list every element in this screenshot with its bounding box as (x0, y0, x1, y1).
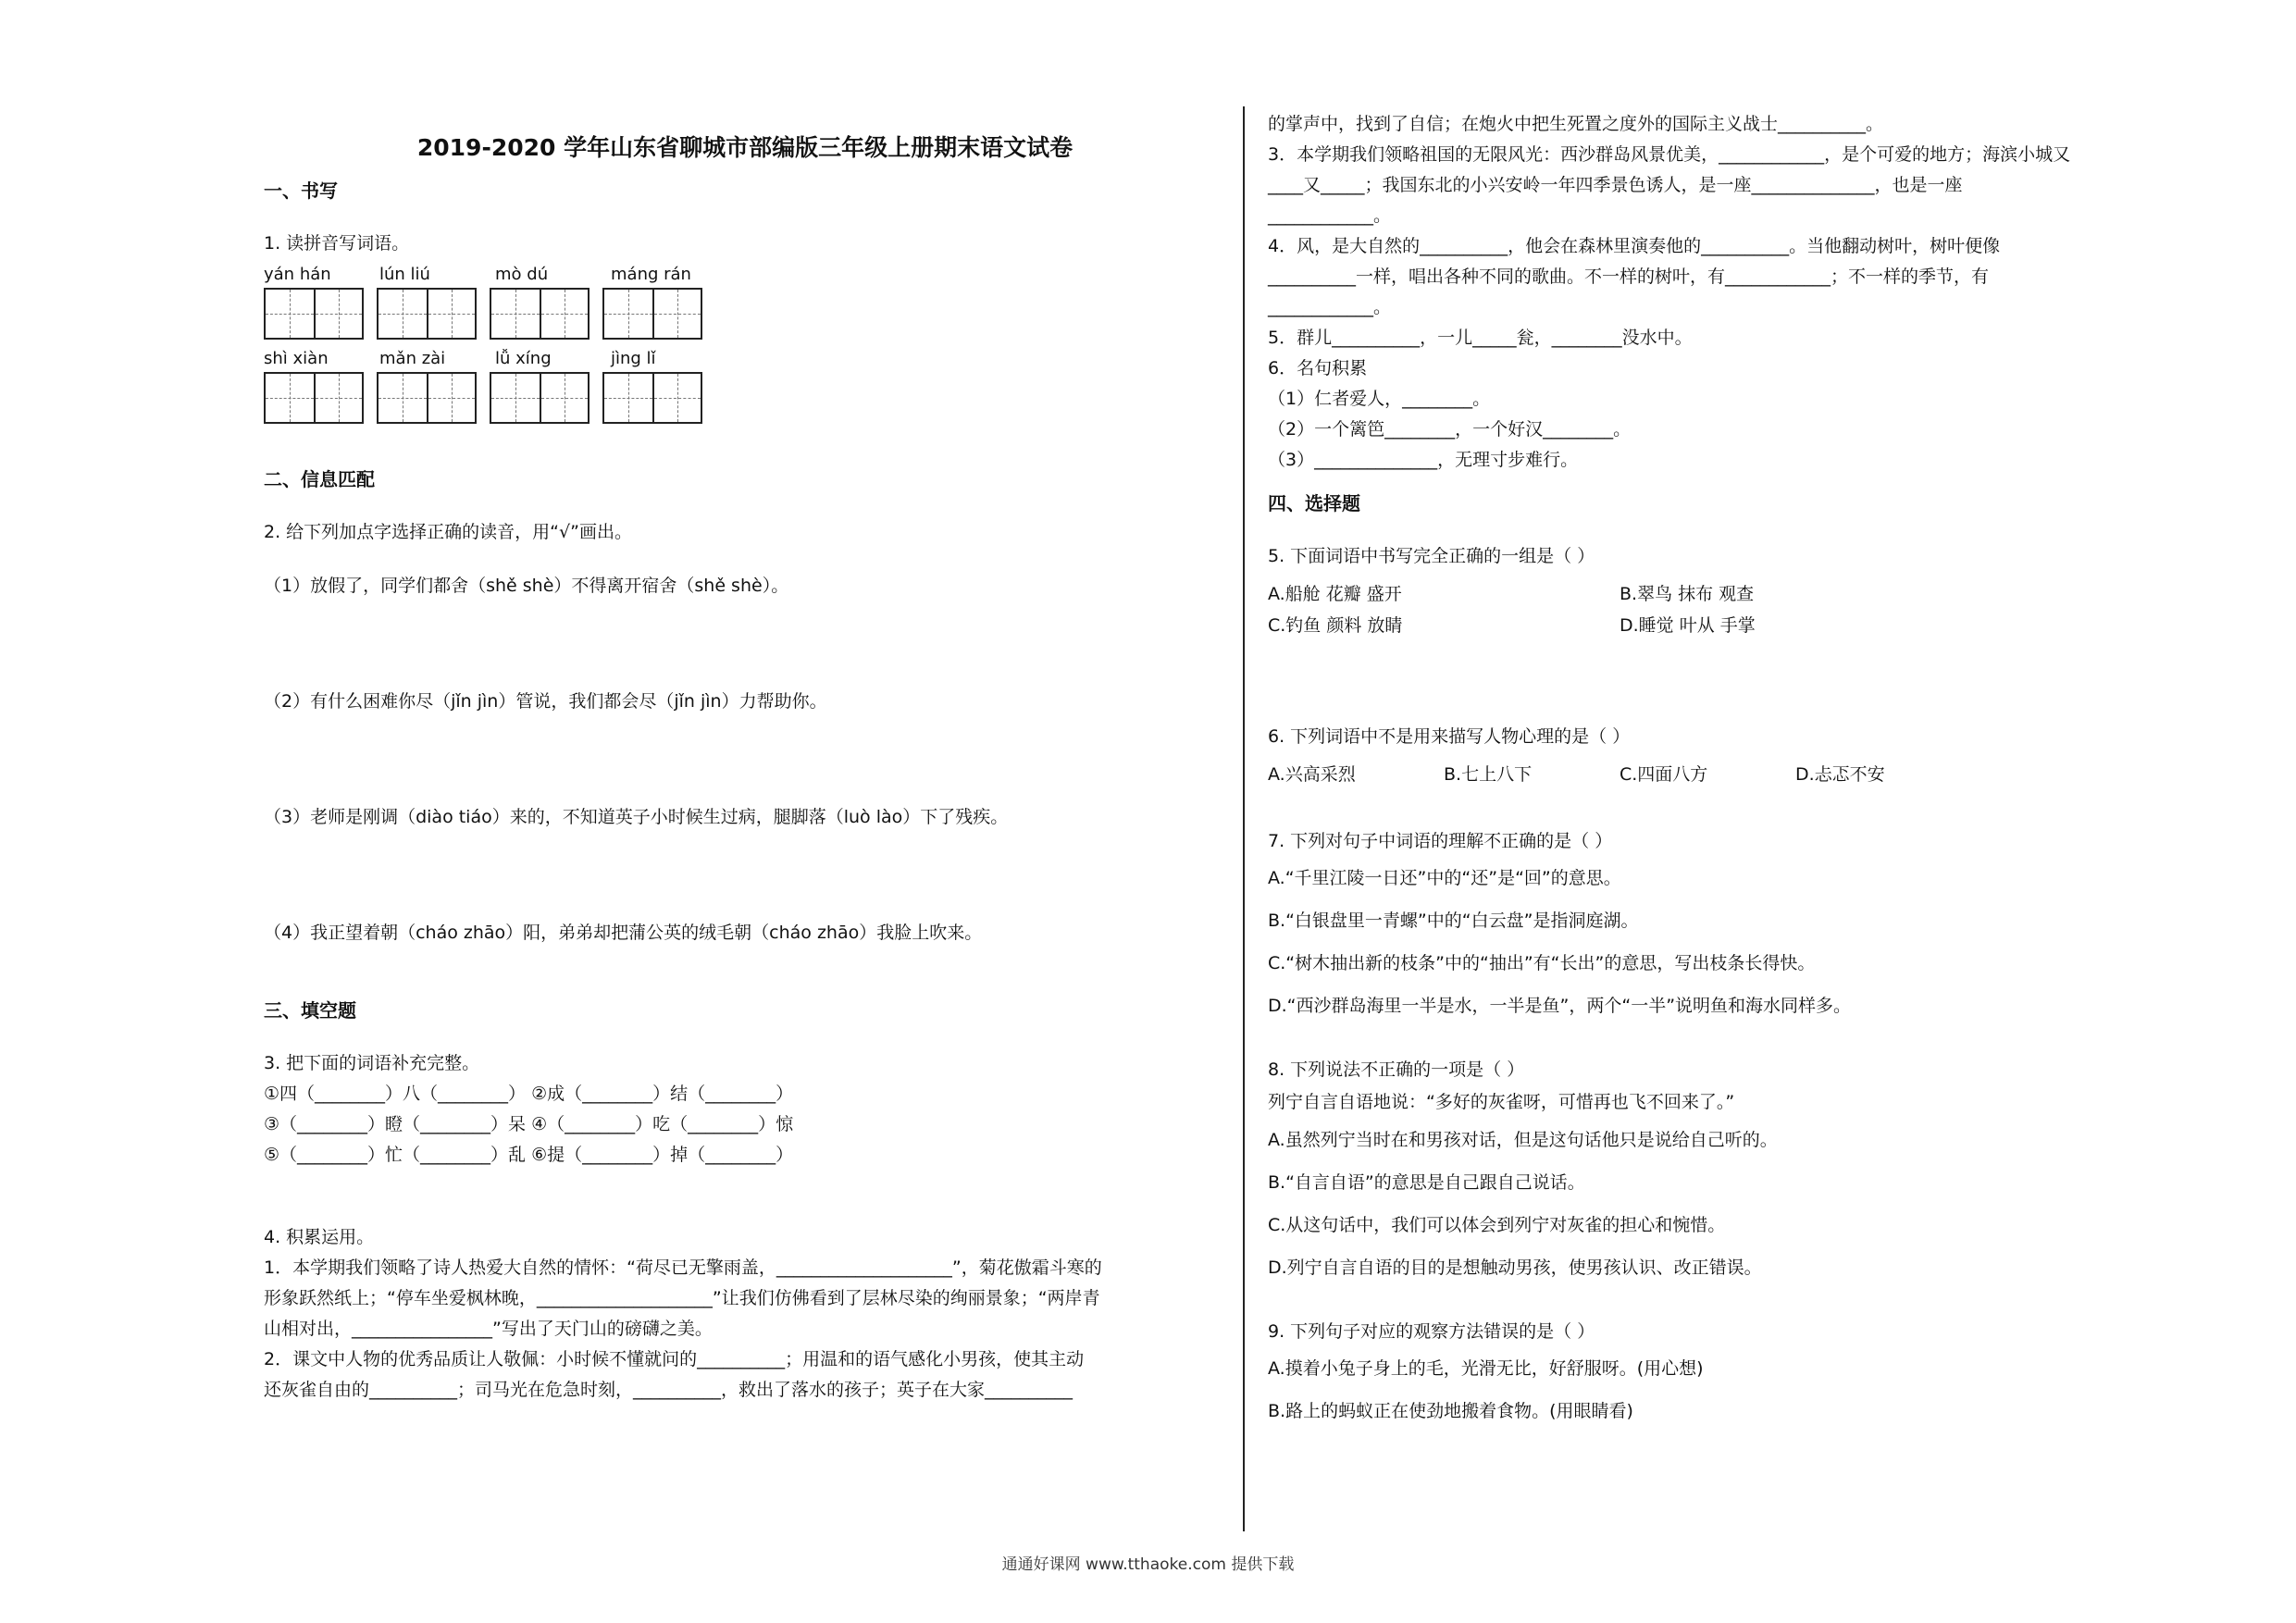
writing-box[interactable] (490, 288, 590, 340)
question-4-line: 2．课文中人物的优秀品质让人敬佩：小时候不懂就问的__________；用温和的语气感化小男孩，使其主动 (264, 1349, 1085, 1369)
continued-line: ____________。 (1268, 297, 1392, 317)
pinyin: yán hán (264, 265, 331, 284)
writing-box[interactable] (602, 372, 702, 424)
option[interactable]: A.“千里江陵一日还”中的“还”是“回”的意思。 (1268, 868, 1621, 888)
option[interactable]: D.列宁自言自语的目的是想触动男孩，使男孩认识、改正错误。 (1268, 1258, 1762, 1278)
option[interactable]: C.四面八方 (1620, 764, 1708, 785)
question-2-item: （3）老师是刚调（diào tiáo）来的，不知道英子小时候生过病，腿脚落（luò lào）下了残疾。 (264, 807, 1009, 827)
question-5: 5. 下面词语中书写完全正确的一组是（ ） (1268, 546, 1595, 566)
option[interactable]: B.“白银盘里一青螺”中的“白云盘”是指洞庭湖。 (1268, 911, 1639, 931)
question-4: 4. 积累运用。 (264, 1227, 375, 1247)
question-6-options (1268, 760, 2253, 789)
option[interactable]: C.钓鱼 颜料 放睛 (1268, 615, 1403, 636)
continued-line: 3．本学期我们领略祖国的无限风光：西沙群岛风景优美，____________，是个可爱的地方；海滨小城又 (1268, 144, 2071, 165)
continued-line: ____________。 (1268, 205, 1392, 226)
section-2-heading: 二、信息匹配 (264, 468, 375, 490)
question-1: 1. 读拼音写词语。 (264, 233, 410, 254)
pinyin: máng rán (611, 265, 691, 284)
question-4-line: 形象跃然纸上；“停车坐爱枫林晚，____________________”让我们仿佛看到了层林尽染的绚丽景象；“两岸青 (264, 1288, 1100, 1308)
question-5-options (1268, 579, 2253, 640)
section-3-heading: 三、填空题 (264, 999, 356, 1022)
section-4-heading: 四、选择题 (1268, 492, 1360, 514)
continued-line: ____又_____；我国东北的小兴安岭一年四季景色诱人，是一座______________，也是一座 (1268, 175, 1963, 195)
question-2-item: （1）放假了，同学们都舍（shě shè）不得离开宿舍（shě shè）。 (264, 576, 789, 596)
question-3: 3. 把下面的词语补充完整。 (264, 1053, 480, 1073)
writing-box[interactable] (264, 288, 364, 340)
question-9: 9. 下列句子对应的观察方法错误的是（ ） (1268, 1321, 1595, 1342)
question-4-line: 山相对出，________________”写出了天门山的磅礴之美。 (264, 1319, 713, 1339)
option[interactable]: A.兴高采烈 (1268, 764, 1356, 785)
column-divider (1243, 106, 1245, 1531)
continued-line: __________一样，唱出各种不同的歌曲。不一样的树叶，有____________；不一样的季节，有 (1268, 266, 1990, 287)
footer: 通通好课网 www.tthaoke.com 提供下载 (1001, 1555, 1295, 1574)
option[interactable]: A.摸着小兔子身上的毛，光滑无比，好舒服呀。(用心想) (1268, 1358, 1704, 1379)
writing-grid-row-2 (264, 372, 1226, 424)
writing-box[interactable] (377, 372, 477, 424)
question-3-line: ①四（________）八（________） ②成（________）结（________） (264, 1084, 794, 1104)
option[interactable]: D.睡觉 叶从 手掌 (1620, 615, 1756, 636)
question-8-stem: 列宁自言自语地说：“多好的灰雀呀，可惜再也飞不回来了。” (1268, 1092, 1735, 1112)
pinyin: lǚ xíng (495, 349, 552, 368)
question-3-line: ③（________）瞪（________）呆 ④（________）吃（________）惊 (264, 1114, 794, 1134)
option[interactable]: B.“自言自语”的意思是自己跟自己说话。 (1268, 1172, 1585, 1193)
pinyin: mǎn zài (379, 349, 446, 368)
right-column (1268, 109, 2253, 1432)
continued-line: 5．群儿__________，一儿_____瓮，________没水中。 (1268, 328, 1693, 348)
section-1-heading: 一、书写 (264, 180, 338, 202)
option[interactable]: D.忐忑不安 (1795, 764, 1885, 785)
question-3-line: ⑤（________）忙（________）乱 ⑥提（________）掉（________） (264, 1145, 794, 1165)
question-6: 6. 下列词语中不是用来描写人物心理的是（ ） (1268, 726, 1631, 747)
writing-box[interactable] (264, 372, 364, 424)
option[interactable]: C.从这句话中，我们可以体会到列宁对灰雀的担心和惋惜。 (1268, 1215, 1726, 1235)
question-2-item: （4）我正望着朝（cháo zhāo）阳，弟弟却把蒲公英的绒毛朝（cháo zhāo）我脸上吹来。 (264, 923, 983, 943)
writing-box[interactable] (377, 288, 477, 340)
pinyin: mò dú (495, 265, 549, 284)
pinyin-row-2 (264, 349, 1226, 368)
option[interactable]: B.翠鸟 抹布 观查 (1620, 584, 1755, 604)
option[interactable]: D.“西沙群岛海里一半是水，一半是鱼”，两个“一半”说明鱼和海水同样多。 (1268, 996, 1852, 1016)
pinyin: lún liú (379, 265, 430, 284)
continued-line: （1）仁者爱人，________。 (1268, 389, 1491, 409)
left-column (264, 120, 1226, 1406)
option[interactable]: B.七上八下 (1444, 764, 1533, 785)
continued-line: 6．名句积累 (1268, 358, 1368, 378)
option[interactable]: A.虽然列宁当时在和男孩对话，但是这句话他只是说给自己听的。 (1268, 1130, 1778, 1150)
continued-line: （3）______________，无理寸步难行。 (1268, 450, 1579, 470)
continued-line: 的掌声中，找到了自信；在炮火中把生死置之度外的国际主义战士__________。 (1268, 114, 1884, 134)
pinyin-row-1 (264, 265, 1226, 284)
option[interactable]: C.“树木抽出新的枝条”中的“抽出”有“长出”的意思，写出枝条长得快。 (1268, 953, 1816, 973)
question-2: 2. 给下列加点字选择正确的读音，用“√”画出。 (264, 522, 632, 542)
question-4-line: 1．本学期我们领略了诗人热爱大自然的情怀：“荷尽已无擎雨盖，____________________”，菊花傲霜斗寒的 (264, 1258, 1102, 1278)
writing-box[interactable] (490, 372, 590, 424)
page-title: 2019-2020 学年山东省聊城市部编版三年级上册期末语文试卷 (416, 134, 1074, 161)
pinyin: jìng lǐ (611, 349, 656, 368)
writing-box[interactable] (602, 288, 702, 340)
question-4-line: 还灰雀自由的__________；司马光在危急时刻，__________，救出了落水的孩子；英子在大家__________ (264, 1380, 1074, 1400)
question-7: 7. 下列对句子中词语的理解不正确的是（ ） (1268, 831, 1613, 851)
option[interactable]: A.船舱 花瓣 盛开 (1268, 584, 1402, 604)
pinyin: shì xiàn (264, 349, 329, 368)
writing-grid-row-1 (264, 288, 1226, 340)
question-2-item: （2）有什么困难你尽（jǐn jìn）管说，我们都会尽（jǐn jìn）力帮助你。 (264, 691, 827, 712)
option[interactable]: B.路上的蚂蚁正在使劲地搬着食物。(用眼睛看) (1268, 1401, 1633, 1421)
question-8: 8. 下列说法不正确的一项是（ ） (1268, 1059, 1525, 1080)
continued-line: （2）一个篱笆________，一个好汉________。 (1268, 419, 1632, 440)
continued-line: 4．风，是大自然的__________，他会在森林里演奏他的__________。当他翻动树叶，树叶便像 (1268, 236, 2001, 256)
